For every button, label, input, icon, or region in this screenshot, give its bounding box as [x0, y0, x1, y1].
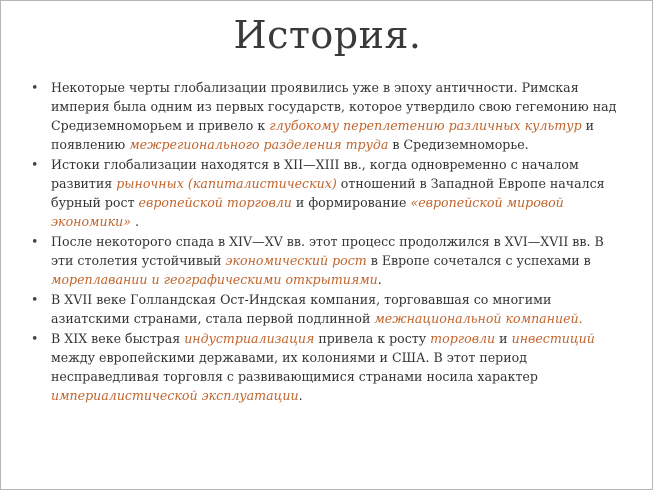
- bullet-item: [31, 78, 627, 154]
- highlighted-term: индустриализация: [184, 331, 315, 346]
- highlighted-term: мореплавании и географическими открытиями: [51, 272, 378, 287]
- bullet-text: привела к росту: [314, 331, 431, 346]
- bullet-text: и: [495, 331, 512, 346]
- bullet-marker: •: [31, 80, 39, 95]
- bullet-item: [31, 155, 627, 231]
- bullet-text: и формирование: [291, 195, 411, 210]
- bullet-marker: •: [31, 292, 39, 307]
- bullet-item: [31, 329, 627, 405]
- highlighted-term: империалистической эксплуатации: [51, 388, 299, 403]
- bullet-item: [31, 232, 627, 289]
- bullet-marker: •: [31, 234, 39, 249]
- bullet-item: [31, 290, 627, 328]
- page-title: История.: [233, 13, 422, 57]
- bullet-text: Истоки глобализации находятся в XII—XIII вв., когда одновременно с началом развития: [51, 157, 579, 191]
- bullet-marker: •: [31, 157, 39, 172]
- highlighted-term: европейской торговли: [138, 195, 292, 210]
- bullet-text: между европейскими державами, их колониями и США. В этот период несправедливая торговля с развивающимися странами носила характер: [51, 350, 538, 384]
- bullet-text: .: [130, 214, 139, 229]
- highlighted-term: инвестиций: [511, 331, 595, 346]
- bullet-text: отношений в Западной Европе начался бурный рост: [51, 176, 605, 210]
- highlighted-term: межрегионального разделения труда: [129, 137, 389, 152]
- bullet-text: в Европе сочетался с успехами в: [366, 253, 591, 268]
- highlighted-term: межнациональной компанией.: [374, 311, 583, 326]
- highlighted-term: «европейской мировой экономики»: [51, 195, 564, 229]
- bullet-text: и появлению: [51, 118, 595, 152]
- bullet-text: Некоторые черты глобализации проявились уже в эпоху античности. Римская империя была одним из первых государств, которое утвердило свою гегемонию над Средиземноморьем и привело к: [51, 80, 617, 133]
- bullet-text: В XIX веке быстрая: [51, 331, 185, 346]
- highlighted-term: торговли: [430, 331, 496, 346]
- bullet-text: .: [377, 272, 382, 287]
- bullet-marker: •: [31, 331, 39, 346]
- highlighted-term: экономический рост: [225, 253, 367, 268]
- bullet-list: [31, 78, 627, 406]
- bullet-text: в Средиземноморье.: [388, 137, 529, 152]
- highlighted-term: рыночных (капиталистических): [116, 176, 337, 191]
- bullet-text: В XVII веке Голландская Ост-Индская компания, торговавшая со многими азиатскими странами, стала первой подлинной: [51, 292, 552, 326]
- bullet-text: .: [298, 388, 303, 403]
- bullet-text: После некоторого спада в XIV—XV вв. этот процесс продолжился в XVI—XVII вв. В эти столетия устойчивый: [51, 234, 604, 268]
- highlighted-term: глубокому переплетению различных культур: [269, 118, 582, 133]
